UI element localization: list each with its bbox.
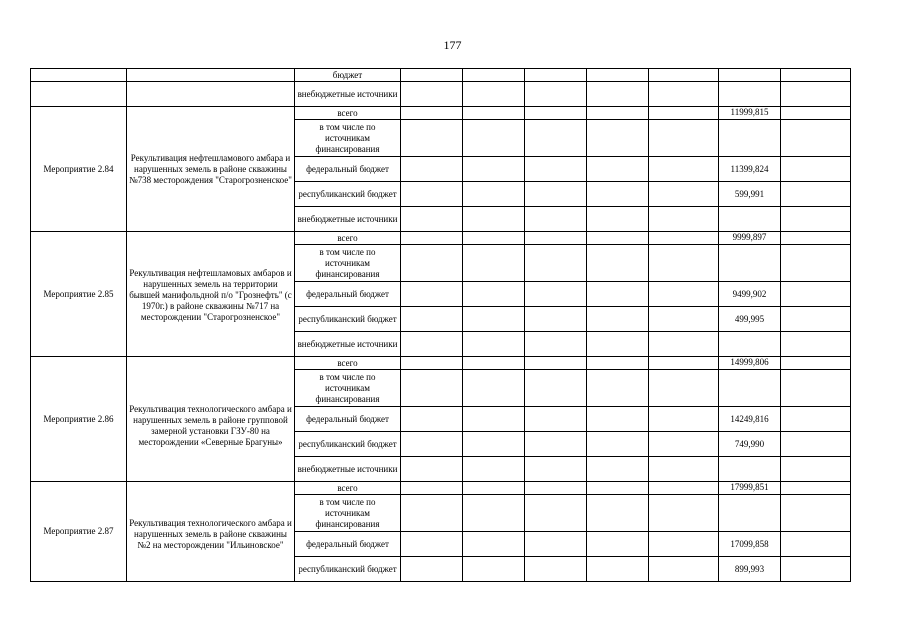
source-label: республиканский бюджет (295, 557, 401, 582)
source-label: федеральный бюджет (295, 157, 401, 182)
total-value: 17999,851 (719, 482, 781, 495)
federal-value: 9499,902 (719, 282, 781, 307)
source-label: внебюджетные источники (295, 457, 401, 482)
source-label: республиканский бюджет (295, 432, 401, 457)
source-label: федеральный бюджет (295, 532, 401, 557)
source-label: в том числе по источникам финансирования (295, 495, 401, 532)
total-value: 11999,815 (719, 107, 781, 120)
event-name: Рекультивация технологического амбара и нарушенных земель в районе групповой замерной установки ГЗУ-80 на месторождении «Северные Брагуны» (127, 357, 295, 482)
event-name: Рекультивация нефтешламовых амбаров и нарушенных земель на территории бывшей манифольдной п/о "Грознефть" (с 1970г.) в районе скважины №717 на месторождении "Старогрозненское" (127, 232, 295, 357)
republican-value: 599,991 (719, 182, 781, 207)
federal-value: 17099,858 (719, 532, 781, 557)
source-label: всего (295, 357, 401, 370)
table-row (31, 69, 851, 82)
table-row (31, 357, 851, 370)
event-cell (31, 82, 127, 107)
source-label: республиканский бюджет (295, 307, 401, 332)
event-name: Рекультивация технологического амбара и нарушенных земель в районе скважины №2 на месторождении "Ильиновское" (127, 482, 295, 582)
event-name: Рекультивация нефтешламового амбара и нарушенных земель в районе скважины №738 месторождения "Старогрозненское" (127, 107, 295, 232)
republican-value: 899,993 (719, 557, 781, 582)
source-label: федеральный бюджет (295, 407, 401, 432)
event-label: Мероприятие 2.86 (31, 357, 127, 482)
table-row (31, 107, 851, 120)
federal-value: 14249,816 (719, 407, 781, 432)
source-label: внебюджетные источники (295, 207, 401, 232)
republican-value: 749,990 (719, 432, 781, 457)
source-label: в том числе по источникам финансирования (295, 120, 401, 157)
source-label: внебюджетные источники (295, 82, 401, 107)
source-label: всего (295, 107, 401, 120)
event-cell (31, 69, 127, 82)
total-value: 14999,806 (719, 357, 781, 370)
event-name-cell (127, 69, 295, 82)
table-row (31, 82, 851, 107)
republican-value: 499,995 (719, 307, 781, 332)
source-label: в том числе по источникам финансирования (295, 245, 401, 282)
total-value: 9999,897 (719, 232, 781, 245)
source-label: внебюджетные источники (295, 332, 401, 357)
event-label: Мероприятие 2.87 (31, 482, 127, 582)
event-name-cell (127, 82, 295, 107)
source-label: республиканский бюджет (295, 182, 401, 207)
page-number: 177 (443, 38, 462, 52)
source-label: в том числе по источникам финансирования (295, 370, 401, 407)
source-label: бюджет (295, 69, 401, 82)
event-label: Мероприятие 2.85 (31, 232, 127, 357)
table-row (31, 232, 851, 245)
event-label: Мероприятие 2.84 (31, 107, 127, 232)
source-label: федеральный бюджет (295, 282, 401, 307)
federal-value: 11399,824 (719, 157, 781, 182)
table-row (31, 482, 851, 495)
source-label: всего (295, 482, 401, 495)
financing-table (30, 68, 851, 582)
source-label: всего (295, 232, 401, 245)
